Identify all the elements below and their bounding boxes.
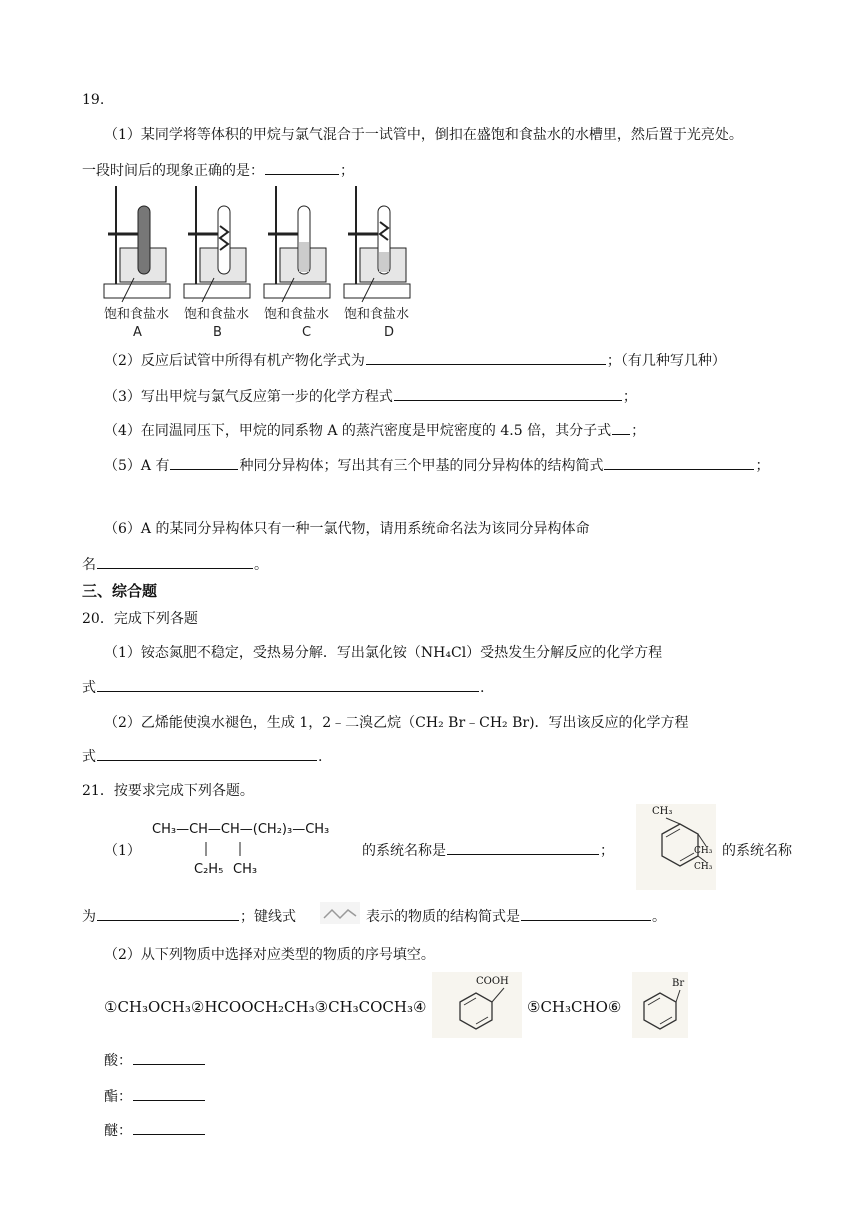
answer-blank[interactable] [133,1050,205,1065]
apparatus-D [344,186,410,298]
answer-blank[interactable] [97,677,479,692]
figure-label-c: C [302,325,312,340]
q20-title: 20．完成下列各题 [82,611,198,627]
q19-part3: （3）写出甲烷与氯气反应第一步的化学方程式 ； [104,386,637,406]
formula-substituent: CH₃ [233,862,258,877]
methyl-label: CH₃ [652,806,673,817]
methyl-label: CH₃ [694,846,713,856]
q21-title: 21．按要求完成下列各题。 [82,783,254,799]
q19-part5: （5）A 有 种同分异构体；写出其有三个甲基的同分异构体的结构简式 ； [104,455,769,475]
question-number: 19. [82,92,105,108]
ether-row: 醚： [104,1120,206,1140]
answer-blank[interactable] [521,906,651,921]
q21-part1-mid: 的系统名称是 ； [362,840,614,860]
substance-list-cont: ⑤CH₃CHO⑥ [527,998,622,1016]
answer-blank[interactable] [133,1120,205,1135]
q20-part2: （2）乙烯能使溴水褪色，生成 1，2﹣二溴乙烷（CH₂ Br﹣CH₂ Br)．写出该反应的化学方程 [104,715,689,731]
q19-part1-text: （1）某同学将等体积的甲烷与氯气混合于一试管中，倒扣在盛饱和食盐水的水槽里，然后置于光亮处。 [104,127,743,143]
figure-label-b: B [213,325,222,340]
formula-substituent: C₂H₅ [194,862,224,877]
methyl-label: CH₃ [694,862,713,872]
acid-row: 酸： [104,1050,206,1070]
figure-caption: 饱和食盐水 [104,307,170,322]
figure-label-d: D [384,325,395,340]
q19-part2: （2）反应后试管中所得有机产物化学式为 ；（有几种写几种） [104,350,726,370]
q21-part1-cont: 为 ；键线式 [82,906,296,926]
formula-bonds [196,842,256,858]
figure-caption: 饱和食盐水 [344,307,410,322]
apparatus-A [104,186,170,298]
answer-blank[interactable] [133,1086,205,1101]
q20-part1-cont: 式 . [82,677,484,697]
structural-formula: CH₃—CH—CH—(CH₂)₃—CH₃ [152,822,330,837]
figure-caption: 饱和食盐水 [184,307,250,322]
section-heading: 三、综合题 [82,582,158,600]
q21-part1-end: 的系统名称 [722,843,792,859]
apparatus-C [264,186,330,298]
q21-part2: （2）从下列物质中选择对应类型的物质的序号填空。 [104,947,435,963]
answer-blank[interactable] [612,420,630,435]
answer-blank[interactable] [97,746,317,761]
answer-blank[interactable] [394,386,622,401]
q21-part1-cont2: 表示的物质的结构简式是 。 [366,906,666,926]
q19-part4: （4）在同温同压下，甲烷的同系物 A 的蒸汽密度是甲烷密度的 4.5 倍，其分子式 ； [104,420,645,440]
q19-part6: （6）A 的某同分异构体只有一种一氯代物，请用系统命名法为该同分异构体命 [104,521,590,537]
q19-part6-cont: 名 。 [82,554,268,574]
answer-blank[interactable] [366,350,606,365]
answer-blank[interactable] [97,906,239,921]
br-label: Br [672,978,685,989]
q21-part1-num: （1） [104,843,141,859]
q19-part1-text-cont: 一段时间后的现象正确的是： ； [82,160,354,180]
substance-list: ①CH₃OCH₃②HCOOCH₂CH₃③CH₃COCH₃④ [104,998,427,1016]
ester-row: 酯： [104,1086,206,1106]
answer-blank[interactable] [447,840,599,855]
q20-part2-cont: 式 . [82,746,322,766]
q20-part1: （1）铵态氮肥不稳定，受热易分解．写出氯化铵（NH₄Cl）受热发生分解反应的化学方程 [104,645,663,661]
skeletal-formula-icon [320,902,360,924]
figure-caption: 饱和食盐水 [264,307,330,322]
answer-blank[interactable] [265,160,339,175]
apparatus-B [184,186,250,298]
answer-blank[interactable] [604,455,754,470]
cooh-label: COOH [476,976,509,987]
answer-blank[interactable] [170,455,238,470]
figure-label-a: A [133,325,142,340]
answer-blank[interactable] [97,554,253,569]
